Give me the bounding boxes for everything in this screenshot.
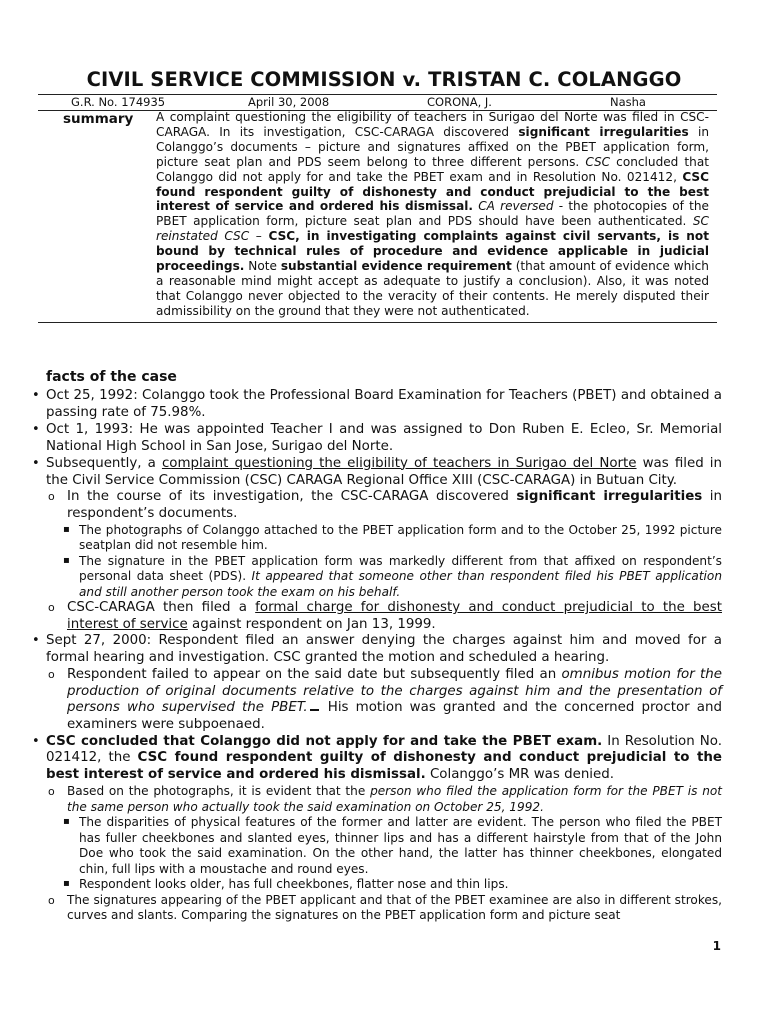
summary-bottom-rule — [38, 322, 717, 323]
list-item: o Respondent failed to appear on the said date but subsequently filed an omnibus motion for the production of original documents relative to the charges against him and the presentation of persons who supervised the PBET. His motion was granted and the concerned proctor and examiners were subpoenaed. — [48, 667, 722, 732]
facts-list — [0, 388, 768, 924]
case-meta-row — [38, 94, 717, 111]
bullet-square-icon: ▪ — [63, 816, 70, 828]
list-item: o CSC-CARAGA then filed a formal charge for dishonesty and conduct prejudicial to the best interest of service against respondent on Jan 13, 1999. — [48, 600, 722, 632]
gr-number: G.R. No. 174935 — [71, 95, 166, 109]
bullet-circle-icon: o — [48, 601, 55, 615]
bullet-square-icon: ▪ — [63, 523, 70, 535]
summary-text: A complaint questioning the eligibility of teachers in Surigao del Norte was filed in CSC-CARAGA. In its investigation, CSC-CARAGA discovered significant irregularities in Colanggo’s documents – picture and signatures affixed on the PBET application form, picture seat plan and PDS seem belong to three different persons. CSC concluded that Colanggo did not apply for and take the PBET exam and in Resolution No. 021412, CSC found respondent guilty of dishonesty and conduct prejudicial to the best interest of service and ordered his dismissal. CA reversed - the photocopies of the PBET application form, picture seat plan and PDS should have been authenticated. SC reinstated CSC – CSC, in investigating complaints against civil servants, is not bound by technical rules of procedure and evidence applicable in judicial proceedings. Note substantial evidence requirement (that amount of evidence which a reasonable mind might accept as adequate to justify a conclusion). Also, it was noted that Colanggo never objected to the veracity of their contents. He merely disputed their admissibility on the ground that they were not authenticated. — [156, 110, 710, 318]
list-item: o In the course of its investigation, the CSC-CARAGA discovered significant irregularities in respondent’s documents. — [48, 489, 723, 522]
list-item: • Oct 25, 1992: Colanggo took the Professional Board Examination for Teachers (PBET) and obtained a passing rate of 75.98%. — [32, 388, 722, 420]
case-title: CIVIL SERVICE COMMISSION v. TRISTAN C. COLANGGO — [86, 68, 682, 91]
summary-label: summary — [63, 111, 134, 127]
bullet-disc-icon: • — [32, 733, 40, 749]
bullet-square-icon: ▪ — [63, 878, 70, 890]
bullet-circle-icon: o — [48, 893, 55, 907]
list-item: ▪ The disparities of physical features of the former and latter are evident. The person who filed the PBET has fuller cheekbones and slanted eyes, thinner lips and has a different hairstyle from that of the John Doe who took the said examination. On the other hand, the latter has thinner cheekbones, elongated chin, full lips with a moustache and round eyes. — [63, 815, 722, 876]
facts-heading: facts of the case — [46, 369, 177, 385]
bullet-circle-icon: o — [48, 668, 55, 682]
list-item: ▪ Respondent looks older, has full cheekbones, flatter nose and thin lips. — [63, 877, 509, 892]
bullet-disc-icon: • — [32, 455, 40, 471]
list-item: ▪ The signature in the PBET application form was markedly different from that affixed on respondent’s personal data sheet (PDS). It appeared that someone other than respondent filed his PBET application and still another person took the exam on his behalf. — [63, 553, 722, 599]
bullet-disc-icon: • — [32, 388, 40, 403]
bullet-circle-icon: o — [48, 490, 55, 504]
footnote-mark-icon — [310, 704, 319, 711]
list-item: o Based on the photographs, it is evident that the person who filed the application form for the PBET is not the same person who actually took the said examination on October 25, 1992. — [48, 784, 723, 814]
bullet-square-icon: ▪ — [63, 554, 70, 566]
list-item: • Oct 1, 1993: He was appointed Teacher I and was assigned to Don Ruben E. Ecleo, Sr. Memorial National High School in San Jose, Surigao del Norte. — [32, 421, 722, 454]
list-item: • CSC concluded that Colanggo did not apply for and take the PBET exam. In Resolution No. 021412, the CSC found respondent guilty of dishonesty and conduct prejudicial to the best interest of service and ordered his dismissal. Colanggo’s MR was denied. — [32, 733, 722, 783]
decision-date: April 30, 2008 — [248, 95, 330, 109]
digest-author: Nasha — [610, 95, 646, 109]
list-item: o The signatures appearing of the PBET applicant and that of the PBET examinee are also in different strokes, curves and slants. Comparing the signatures on the PBET application form and picture seat — [48, 892, 722, 923]
list-item: • Subsequently, a complaint questioning the eligibility of teachers in Surigao del Norte was filed in the Civil Service Commission (CSC) CARAGA Regional Office XIII (CSC-CARAGA) in Butuan City. — [32, 455, 722, 488]
list-item: • Sept 27, 2000: Respondent filed an answer denying the charges against him and moved for a formal hearing and investigation. CSC granted the motion and scheduled a hearing. — [32, 633, 722, 666]
bullet-disc-icon: • — [32, 633, 40, 649]
page-number: 1 — [712, 939, 721, 953]
bullet-circle-icon: o — [48, 785, 55, 799]
bullet-disc-icon: • — [32, 421, 40, 437]
ponente: CORONA, J. — [427, 95, 492, 109]
list-item: ▪ The photographs of Colanggo attached to the PBET application form and to the October 25, 1992 picture seatplan did not resemble him. — [63, 522, 722, 553]
